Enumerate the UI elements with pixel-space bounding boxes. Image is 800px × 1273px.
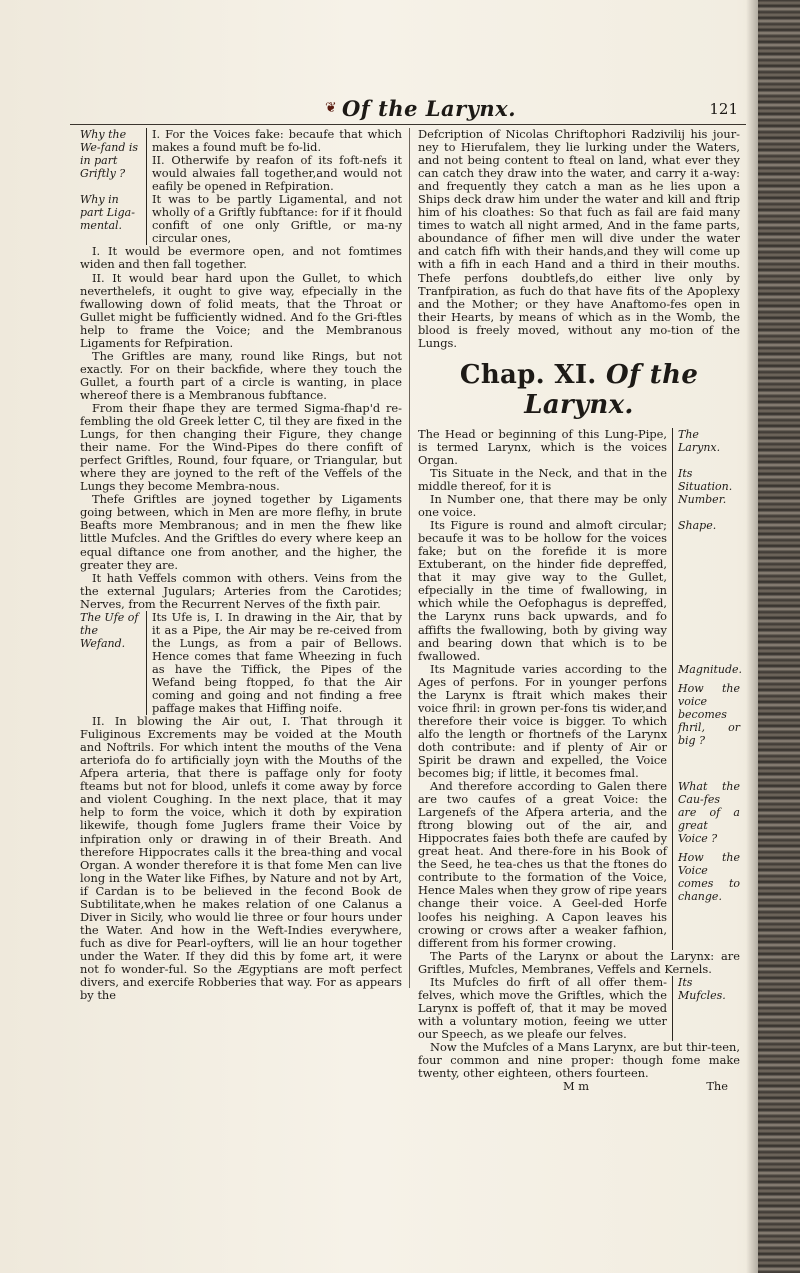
running-title: Of the Larynx.	[342, 96, 517, 121]
margin-notes	[673, 662, 743, 747]
paragraph-text: The Head or beginning of this Lung-Pipe, is termed Larynx, which is the voices Organ.	[418, 426, 667, 467]
paragraph: II. It would bear hard upon the Gullet, to which neverthelefs, it ought to give way, efpecially in the fwallowing down of folid meats, that the Throat or Gullet might be fufficiently widned. And fo the Gri-ftles help to frame the Voice; and the Membranous Ligaments for Refpiration.	[80, 270, 402, 350]
margin-note: Magnitude.	[678, 662, 743, 676]
section-muscles	[418, 976, 740, 1041]
paragraph	[146, 193, 402, 245]
header-rule	[70, 124, 746, 125]
paragraph	[418, 976, 673, 1041]
signature-mark: M m	[562, 1079, 590, 1094]
margin-notes	[673, 780, 740, 903]
margin-note: The Ufe of the Wefand.	[80, 610, 139, 650]
right-column	[418, 127, 743, 1094]
paragraph-text: Its Mufcles do firft of all offer them-felves, which move the Griftles, which the Larynx is poffeft of, that it may be moved with a voluntary motion, feeing we utter our Speech, as we pleafe our felves.	[418, 974, 667, 1041]
paragraph	[146, 611, 402, 715]
paragraph-text: Its Magnitude varies according to the Ages of perfons. For in younger perfons the Larynx is ftrait which makes their voice fhril: in grown per-fons tis wider,and therefore their voice is bigger. To which alfo the length or fhortnefs of the Larynx doth contribute: and if plenty of Air or Spirit be drawn and expelled, the Voice becomes big; if little, it becomes fmal.	[418, 661, 667, 781]
paragraph-text: Its Figure is round and almoft circular; becaufe it was to be hollow for the voices fake; but on the forefide it is more Extuberant, on the hinder fide depreffed, that it may give way to the Gullet, efpecially in the time of fwallowing, in which while the Oefophagus is depreffed, the Larynx runs back upwards, and fo affifts the fwallowing, both by giving way and bearing down that which is to be fwallowed.	[418, 518, 667, 663]
section-why-griftly	[80, 128, 402, 193]
section-causes	[418, 780, 740, 950]
margin-note: How the voice becomes fhril, or big ?	[678, 681, 740, 747]
column-divider	[409, 128, 410, 988]
fleuron-icon: ❦	[325, 100, 337, 116]
paragraph: The Griftles are many, round like Rings, but not exactly. For on their backfide, where they touch the Gullet, a fourth part of a circle is wanting, in place whereof there is a Membranous fubftance.	[80, 348, 402, 402]
paragraph	[418, 428, 673, 467]
paragraph-text: And therefore according to Galen there are two caufes of a great Voice: the Largenefs of the Afpera arteria, and the ftrong blowing out of the air, and Hippocrates faies both thefe are caufed by great heat. And there-fore in his Book of the Seed, he tea-ches us that the ftones do contribute to the formation of the Voice, Hence Males when they grow of ripe years change their voice. A Geel-ded Horfe loofes his neighing. A Capon leaves his crowing or crows after a weaker fafhion, different from his former crowing.	[418, 779, 667, 950]
paragraph-text: In Number one, that there may be only one voice.	[418, 492, 667, 520]
page-number: 121	[709, 100, 738, 118]
section-number	[418, 493, 740, 519]
section-use-wefand	[80, 611, 402, 715]
margin-note: Its Mufcles.	[678, 975, 726, 1002]
paragraph-text: II. Otherwife by reafon of its foft-nefs it would alwaies fall together,and would not eafily be opened in Refpiration.	[152, 153, 402, 194]
section-situation	[418, 467, 740, 493]
margin-note: Number.	[678, 493, 727, 507]
chapter-heading	[418, 360, 740, 420]
margin-note: Why the We-fand is in part Griftly ?	[80, 128, 139, 180]
paragraph: Thefe Griftles are joyned together by Ligaments going between, which in Men are more flefhy, in brute Beafts more Membranous; and in men the fhew like little Mufcles. And the Griftles do every where keep an equal diftance one from another, and the higher, the greater they are.	[80, 492, 402, 572]
margin-note: How the Voice comes to change.	[678, 851, 740, 904]
paragraph: Now the Mufcles of a Mans Larynx, are but thir-teen, four common and nine proper: though fome make twenty, other eighteen, others fourteen.	[418, 1040, 740, 1081]
paragraph	[418, 493, 673, 519]
paragraph-text: It was to be partly Ligamental, and not wholly of a Griftly fubftance: for if it fhould confift of one only Griftle, or ma-ny circular ones,	[152, 192, 402, 246]
running-head	[70, 96, 746, 126]
chapter-number: Chap. XI.	[459, 359, 597, 390]
paragraph	[418, 663, 673, 780]
book-binding	[758, 0, 800, 1273]
margin-note: The Larynx.	[678, 427, 721, 454]
left-column	[80, 128, 402, 1002]
paragraph: I. It would be evermore open, and not fomtimes widen and then fall together.	[80, 244, 402, 272]
paragraph-text: Its Ufe is, I. In drawing in the Air, that by it as a Pipe, the Air may be re-ceived from the Lungs, as from a pair of Bellows. Hence comes that fame Wheezing in fuch as have the Tiffick, the Pipes of the Wefand being ftopped, fo that the Air coming and going and not finding a free paffage makes that Hiffing noife.	[152, 609, 402, 716]
margin-note: What the Cau-fes are of a great Voice ?	[678, 780, 740, 846]
paragraph: From their fhape they are termed Sigma-fhap'd re-fembling the old Greek letter C, til they are fixed in the Lungs, for then changing their Figure, they change their name. For the Wind-Pipes do there confift of perfect Griftles, Round, four fquare, or Triangular, but where they are joyned to the reft of the Veffels of the Lungs they become Membra-nous.	[80, 400, 402, 494]
paragraph	[418, 519, 673, 663]
paragraph: The Parts of the Larynx or about the Larynx: are Griftles, Mufcles, Membranes, Veffels and Kernels.	[418, 948, 740, 976]
section-magnitude	[418, 661, 743, 781]
section-larynx	[418, 428, 740, 467]
paragraph-text: I. For the Voices fake: becaufe that which makes a found muft be fo-lid.	[152, 127, 402, 155]
paragraph: II. In blowing the Air out, I. That through it Fuliginous Excrements may be voided at the Mouth and Noftrils. For which intent the mouths of the Vena arteriofa do fo artificially joyn with the Mouths of the Afpera arteria, that there is paffage only for footy fteams but not for blood, unlefs it come away by force and violent Coughing. In the next place, that it may help to form the voice, which it doth by expiration likewife, though fome Juglers frame their Voice by infpiration only or drawing in of their Breath. And therefore Hippocrates calls it the brea-thing and vocal Organ. A wonder therefore it is that fome Men can live long in the Water like Fifhes, by Nature and not by Art, if Cardan is to be believed in the fecond Book de Subtilitate,when he makes relation of one Calanus a Diver in Sicily, who would lie three or four hours under the Water. And how in the Weft-Indies everywhere, fuch as dive for Pearl-oyfters, will lie an hour together under the Water. If they did this by fome art, it were not fo wonder-ful. So the Ægyptians are moft perfect divers, and exercife Robberies that way. For as appears by the	[80, 714, 402, 1003]
paragraph: It hath Veffels common with others. Veins from the the external Jugulars; Arteries from the Carotides; Nerves, from the Recurrent Nerves of the fixth pair.	[80, 570, 402, 611]
margin-note: Shape.	[678, 519, 717, 533]
paragraph: Defcription of Nicolas Chriftophori Radzivilij his jour-ney to Hierufalem, they lie lurking under the Waters, and not being content to fteal on land, what ever they can catch they draw into the water, and carry it a-way: and frequently they catch a man as he lies upon a Ships deck draw him under the water and kill and ftrip him of his cloathes: So that fuch as fail are faid many times to watch all night armed, And in the fame parts, aboundance of fifher men will dive under the water and catch fifh with their hands,and they will come up with a fifh in each Hand and a third in their mouths. Thefe perfons doubtlefs,do either live only by Tranfpiration, as fuch do that have fits of the Apoplexy and the Mother; or they have Anaftomo-fes open in their Hearts, by means of which as in the Womb, the blood is freely moved, without any mo-tion of the Lungs.	[418, 127, 740, 350]
catchword: The	[706, 1079, 728, 1094]
chapter-title: Of the Larynx.	[524, 359, 699, 420]
paragraph	[418, 467, 673, 493]
paragraph-text: Tis Situate in the Neck, and that in the middle thereof, for it is	[418, 465, 667, 493]
catchline	[418, 1080, 740, 1093]
section-why-ligamental	[80, 193, 402, 245]
section-shape	[418, 519, 740, 663]
margin-note: Why in part Liga-mental.	[80, 193, 135, 233]
margin-note: Its Situation.	[678, 466, 733, 493]
paragraph	[146, 128, 402, 193]
paragraph	[418, 780, 673, 950]
